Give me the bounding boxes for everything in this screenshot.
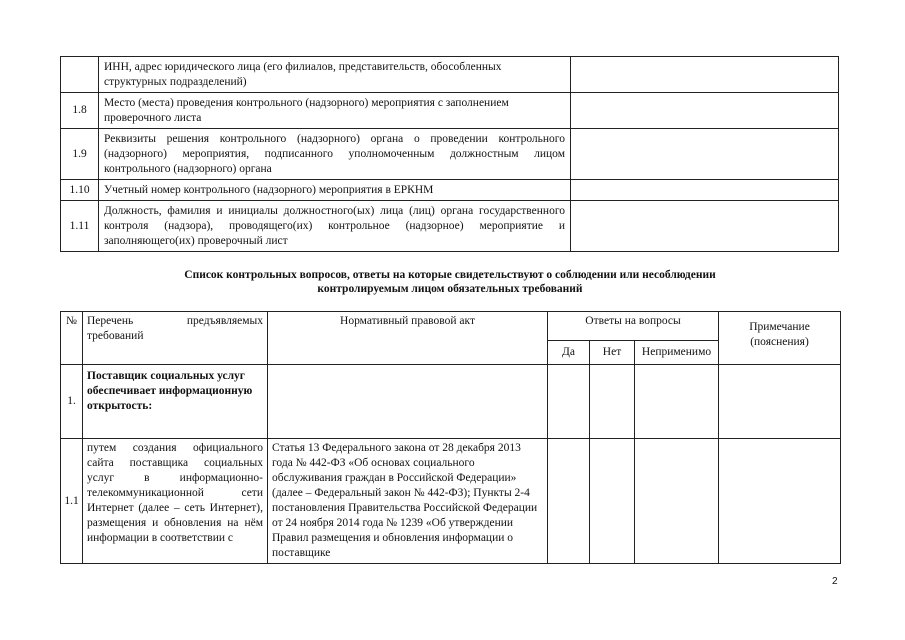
value-cell[interactable]	[571, 57, 839, 93]
row-number: 1.8	[61, 93, 99, 129]
value-cell[interactable]	[571, 180, 839, 201]
table-row	[61, 365, 841, 439]
table-row	[61, 129, 839, 180]
answer-no-cell[interactable]	[590, 365, 635, 439]
organization-details-table	[60, 56, 839, 252]
header-legal-act: Нормативный правовой акт	[268, 312, 548, 365]
row-number: 1.10	[61, 180, 99, 201]
answer-yes-cell[interactable]	[548, 365, 590, 439]
page-number: 2	[832, 576, 838, 587]
table-row	[61, 201, 839, 252]
row-label: Место (места) проведения контрольного (надзорного) мероприятия с заполнением проверочного листа	[99, 93, 571, 129]
answer-na-cell[interactable]	[635, 365, 719, 439]
header-not-applicable: Неприменимо	[635, 341, 719, 365]
row-label: Должность, фамилия и инициалы должностного(ых) лица (лиц) органа государственного контроля (надзора), проводящего(их) контрольное (надзорное) мероприятие и заполняющего(их) проверочный лист	[99, 201, 571, 252]
answer-yes-cell[interactable]	[548, 439, 590, 564]
row-number: 1.11	[61, 201, 99, 252]
note-cell[interactable]	[719, 365, 841, 439]
table-row	[61, 57, 839, 93]
row-number	[61, 57, 99, 93]
section-title	[60, 268, 840, 296]
legal-act-text	[268, 365, 548, 439]
header-note: Примечание (пояснения)	[719, 312, 841, 365]
header-requirements: Перечень предъявляемых требований	[83, 312, 268, 365]
requirement-text: путем создания официального сайта поставщика социальных услуг в информационно-телекоммуникационной сети Интернет (далее – сеть Интернет), размещения и обновления на нём информации в соответствии с	[83, 439, 268, 564]
header-answers: Ответы на вопросы	[548, 312, 719, 341]
row-number: 1.9	[61, 129, 99, 180]
value-cell[interactable]	[571, 129, 839, 180]
table-row	[61, 180, 839, 201]
section-title-line: Список контрольных вопросов, ответы на которые свидетельствуют о соблюдении или несоблюдении	[184, 269, 716, 281]
note-cell[interactable]	[719, 439, 841, 564]
legal-act-text: Статья 13 Федерального закона от 28 декабря 2013 года № 442-ФЗ «Об основах социального обслуживания граждан в Российской Федерации» (далее – Федеральный закон № 442-ФЗ); Пункты 2-4 постановления Правительства Российской Федерации от 24 ноября 2014 года № 1239 «Об утверждении Правил размещения и обновления информации о поставщике	[268, 439, 548, 564]
row-label: ИНН, адрес юридического лица (его филиалов, представительств, обособленных структурных подразделений)	[99, 57, 571, 93]
requirement-text: Поставщик социальных услуг обеспечивает информационную открытость:	[83, 365, 268, 439]
header-row	[61, 312, 841, 341]
table-row	[61, 93, 839, 129]
row-label: Реквизиты решения контрольного (надзорного) органа о проведении контрольного (надзорного) мероприятия, подписанного уполномоченным должностным лицом контрольного (надзорного) органа	[99, 129, 571, 180]
checklist-table	[60, 311, 841, 564]
row-number: 1.1	[61, 439, 83, 564]
header-yes: Да	[548, 341, 590, 365]
answer-na-cell[interactable]	[635, 439, 719, 564]
row-label: Учетный номер контрольного (надзорного) мероприятия в ЕРКНМ	[99, 180, 571, 201]
value-cell[interactable]	[571, 201, 839, 252]
answer-no-cell[interactable]	[590, 439, 635, 564]
value-cell[interactable]	[571, 93, 839, 129]
header-number: №	[61, 312, 83, 365]
table-row	[61, 439, 841, 564]
row-number: 1.	[61, 365, 83, 439]
header-no: Нет	[590, 341, 635, 365]
section-title-line: контролируемым лицом обязательных требований	[317, 283, 583, 295]
